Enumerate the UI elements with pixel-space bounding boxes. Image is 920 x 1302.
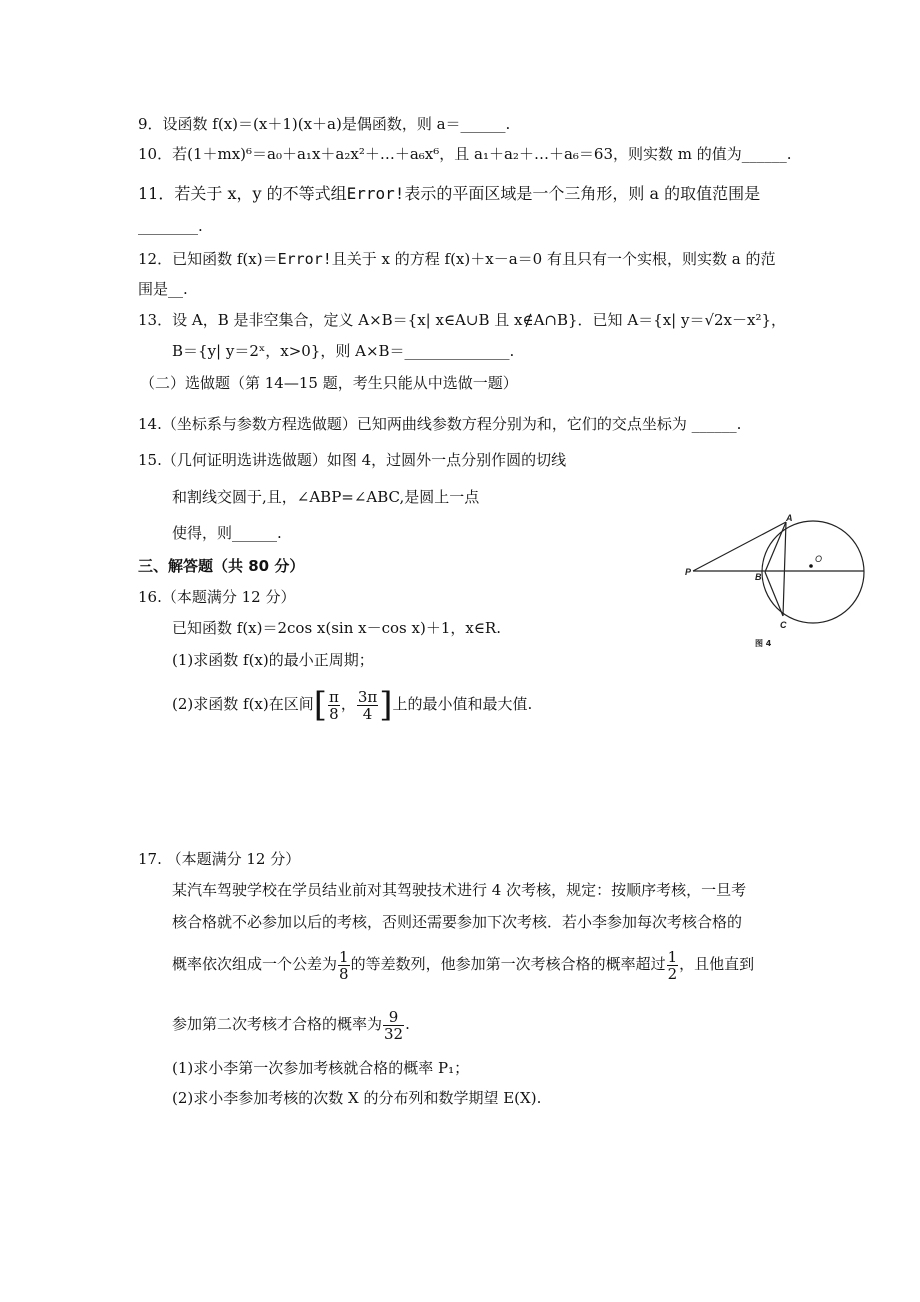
question-16-part2-pre: (2)求函数 f(x)在区间 <box>172 695 314 713</box>
fraction-denominator: 4 <box>362 704 373 723</box>
section-2-heading: （二）选做题（第 14—15 题，考生只能从中选做一题） <box>140 374 518 392</box>
fraction-pi-over-8 <box>328 689 340 722</box>
fraction-denominator: 2 <box>667 964 678 983</box>
label-c: C <box>780 620 787 630</box>
question-14: 14.（坐标系与参数方程选做题）已知两曲线参数方程分别为和，它们的交点坐标为 ______. <box>138 415 742 433</box>
figure-4-circle-diagram <box>683 512 873 652</box>
segment-bc <box>765 572 783 616</box>
question-11-error: Error! <box>346 184 405 203</box>
label-a: A <box>786 513 793 523</box>
question-16-part2-post: 上的最小值和最大值. <box>392 695 533 713</box>
question-13-line1: 13．设 A，B 是非空集合，定义 A×B＝{x| x∈A∪B 且 x∉A∩B}．已知 A＝{x| y＝√2x－x²}， <box>138 311 787 329</box>
question-17-line2: 核合格就不必参加以后的考核，否则还需要参加下次考核．若小李参加每次考核合格的 <box>172 913 743 931</box>
question-11 <box>138 184 760 204</box>
question-17-line3 <box>172 944 754 984</box>
question-10: 10．若(1＋mx)⁶＝a₀＋a₁x＋a₂x²＋…＋a₆x⁶，且 a₁＋a₂＋…＋a₆＝63，则实数 m 的值为______. <box>138 145 792 163</box>
label-o: O <box>815 554 823 564</box>
question-16-part2 <box>172 684 532 724</box>
label-p: P <box>685 567 692 577</box>
question-17-line4-b: . <box>405 1015 410 1033</box>
question-17-line1: 某汽车驾驶学校在学员结业前对其驾驶技术进行 4 次考核，规定：按顺序考核，一旦考 <box>172 881 747 899</box>
tangent-pa <box>693 522 786 571</box>
interval-separator: ， <box>340 695 356 713</box>
question-16-part1: (1)求函数 f(x)的最小正周期； <box>172 651 374 669</box>
fraction-numerator: π <box>329 687 339 706</box>
question-16-given: 已知函数 f(x)＝2cos x(sin x－cos x)＋1，x∈R. <box>172 619 501 637</box>
question-17-header: 17. （本题满分 12 分） <box>138 850 301 868</box>
circle-o <box>762 521 864 623</box>
question-17-part1: (1)求小李第一次参加考核就合格的概率 P₁； <box>172 1059 470 1077</box>
fraction-one-half <box>667 949 679 982</box>
question-12-text-post: 且关于 x 的方程 f(x)＋x－a＝0 有且只有一个实根，则实数 a 的范 <box>331 250 776 268</box>
fraction-nine-thirtyseconds <box>383 1009 404 1042</box>
question-12-line2: 围是__. <box>138 280 188 298</box>
fraction-denominator: 8 <box>339 964 349 983</box>
question-17-line3-b: 的等差数列，他参加第一次考核合格的概率超过 <box>350 955 666 973</box>
fraction-one-eighth <box>338 949 350 982</box>
question-15-line3: 使得，则______. <box>172 524 282 542</box>
question-15-line2: 和割线交圆于,且，∠ABP=∠ABC,是圆上一点 <box>172 488 480 506</box>
question-16-header: 16.（本题满分 12 分） <box>138 588 296 606</box>
right-bracket: ] <box>379 685 393 725</box>
question-11-blank: ________. <box>138 217 203 235</box>
question-17-line3-a: 概率依次组成一个公差为 <box>172 955 338 973</box>
question-13-line2: B＝{y| y＝2ˣ，x>0}，则 A×B＝______________. <box>172 342 515 360</box>
fraction-numerator: 1 <box>667 947 678 966</box>
question-17-line4-a: 参加第二次考核才合格的概率为 <box>172 1015 383 1033</box>
question-9: 9．设函数 f(x)＝(x＋1)(x＋a)是偶函数，则 a＝______. <box>138 115 511 133</box>
question-17-line3-c: ，且他直到 <box>679 955 755 973</box>
segment-ac <box>783 522 786 616</box>
question-12-text-pre: 12．已知函数 f(x)＝ <box>138 250 278 268</box>
left-bracket: [ <box>313 685 327 725</box>
section-3-heading: 三、解答题（共 80 分） <box>138 557 305 575</box>
center-point <box>809 564 813 568</box>
fraction-numerator: 1 <box>339 947 349 966</box>
label-b: B <box>755 572 762 582</box>
question-17-part2: (2)求小李参加考核的次数 X 的分布列和数学期望 E(X). <box>172 1089 542 1107</box>
question-15-line1: 15.（几何证明选讲选做题）如图 4，过圆外一点分别作圆的切线 <box>138 451 567 469</box>
fraction-denominator: 32 <box>384 1024 404 1043</box>
question-17-line4 <box>172 1004 410 1044</box>
figure-caption: 图 4 <box>755 639 772 648</box>
fraction-numerator: 3π <box>357 687 378 706</box>
fraction-numerator: 9 <box>383 1009 404 1026</box>
question-12 <box>138 249 775 269</box>
question-11-text-post: 表示的平面区域是一个三角形，则 a 的取值范围是 <box>404 184 761 203</box>
fraction-3pi-over-4 <box>357 689 378 722</box>
fraction-denominator: 8 <box>329 704 339 723</box>
question-12-error: Error! <box>277 250 332 268</box>
question-11-text-pre: 11．若关于 x，y 的不等式组 <box>138 184 347 203</box>
